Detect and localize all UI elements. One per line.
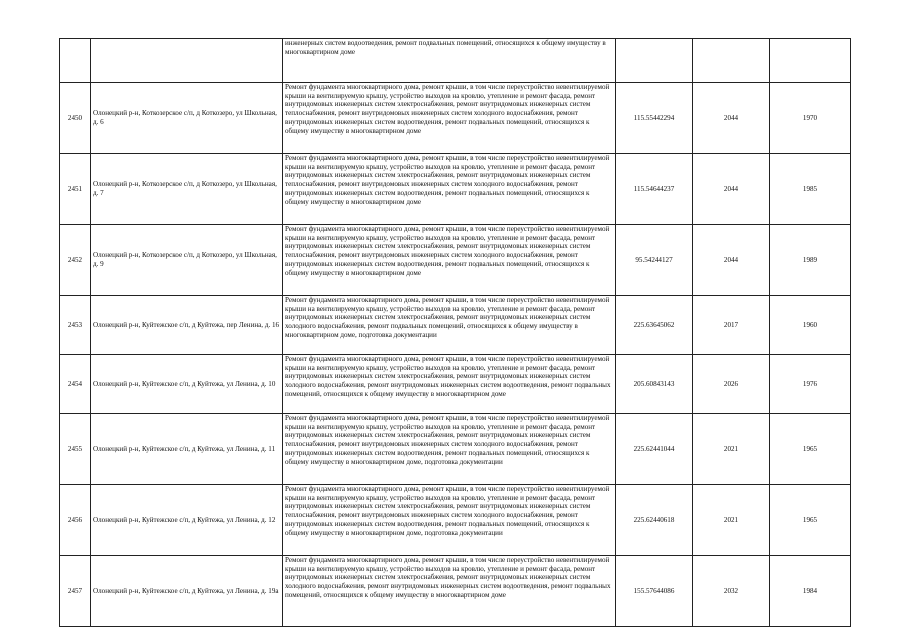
works-description-cell: Ремонт фундамента многоквартирного дома, ремонт крыши, в том числе переустройство невентилируемой крыши на вентилируемую крышу, устройство выходов на кровлю, утепление и ремонт фасада, ремонт внутридомовых инженерных систем электроснабжения, ремонт внутридомовых инженерных систем холодного водоснабжения, ремонт внутридомовых инженерных систем водоотведения, ремонт подвальных помещений, относящихся к общему имуществу в многоквартирном доме bbox=[283, 556, 616, 627]
address-cell: Олонецкий р-н, Куйтежское с/п, д Куйтежа, ул Ленина, д. 19а bbox=[91, 556, 283, 627]
planned-year-cell: 2044 bbox=[693, 225, 770, 296]
construction-year-cell: 1976 bbox=[770, 355, 851, 414]
construction-year-cell: 1960 bbox=[770, 296, 851, 355]
construction-year-cell bbox=[770, 39, 851, 83]
repair-program-table bbox=[59, 38, 851, 627]
planned-year-cell: 2044 bbox=[693, 83, 770, 154]
works-description-cell: Ремонт фундамента многоквартирного дома, ремонт крыши, в том числе переустройство невентилируемой крыши на вентилируемую крышу, устройство выходов на кровлю, утепление и ремонт фасада, ремонт внутридомовых инженерных систем электроснабжения, ремонт внутридомовых инженерных систем холодного водоснабжения, ремонт внутридомовых инженерных систем водоотведения, ремонт подвальных помещений, относящихся к общему имуществу в многоквартирном доме bbox=[283, 355, 616, 414]
address-cell: Олонецкий р-н, Коткозерское с/п, д Коткозеро, ул Школьная, д. 7 bbox=[91, 154, 283, 225]
address-cell: Олонецкий р-н, Куйтежское с/п, д Куйтежа, ул Ленина, д. 11 bbox=[91, 414, 283, 485]
construction-year-cell: 1989 bbox=[770, 225, 851, 296]
row-number: 2450 bbox=[60, 83, 91, 154]
table-row bbox=[60, 225, 851, 296]
address-cell: Олонецкий р-н, Куйтежское с/п, д Куйтежа, ул Ленина, д. 10 bbox=[91, 355, 283, 414]
table-row bbox=[60, 355, 851, 414]
table-row bbox=[60, 485, 851, 556]
row-number: 2454 bbox=[60, 355, 91, 414]
works-description-cell: Ремонт фундамента многоквартирного дома, ремонт крыши, в том числе переустройство невентилируемой крыши на вентилируемую крышу, устройство выходов на кровлю, утепление и ремонт фасада, ремонт внутридомовых инженерных систем электроснабжения, ремонт внутридомовых инженерных систем холодного водоснабжения, ремонт подвальных помещений, относящихся к общему имуществу в многоквартирном доме, подготовка документации bbox=[283, 296, 616, 355]
works-description-cell: Ремонт фундамента многоквартирного дома, ремонт крыши, в том числе переустройство невентилируемой крыши на вентилируемую крышу, устройство выходов на кровлю, утепление и ремонт фасада, ремонт внутридомовых инженерных систем электроснабжения, ремонт внутридомовых инженерных систем теплоснабжения, ремонт внутридомовых инженерных систем холодного водоснабжения, ремонт внутридомовых инженерных систем водоотведения, ремонт подвальных помещений, относящихся к общему имуществу в многоквартирном доме bbox=[283, 225, 616, 296]
planned-year-cell bbox=[693, 39, 770, 83]
cost-cell: 205.60843143 bbox=[616, 355, 693, 414]
row-number: 2452 bbox=[60, 225, 91, 296]
construction-year-cell: 1965 bbox=[770, 485, 851, 556]
construction-year-cell: 1984 bbox=[770, 556, 851, 627]
table-row bbox=[60, 414, 851, 485]
cost-cell bbox=[616, 39, 693, 83]
row-number bbox=[60, 39, 91, 83]
row-number: 2453 bbox=[60, 296, 91, 355]
table-row bbox=[60, 296, 851, 355]
construction-year-cell: 1985 bbox=[770, 154, 851, 225]
table-row bbox=[60, 83, 851, 154]
address-cell: Олонецкий р-н, Коткозерское с/п, д Коткозеро, ул Школьная, д. 6 bbox=[91, 83, 283, 154]
cost-cell: 225.63645062 bbox=[616, 296, 693, 355]
works-description-cell: Ремонт фундамента многоквартирного дома, ремонт крыши, в том числе переустройство невентилируемой крыши на вентилируемую крышу, устройство выходов на кровлю, утепление и ремонт фасада, ремонт внутридомовых инженерных систем электроснабжения, ремонт внутридомовых инженерных систем теплоснабжения, ремонт внутридомовых инженерных систем холодного водоснабжения, ремонт внутридомовых инженерных систем водоотведения, ремонт подвальных помещений, относящихся к общему имуществу в многоквартирном доме, подготовка документации bbox=[283, 485, 616, 556]
table-body bbox=[60, 39, 851, 627]
planned-year-cell: 2017 bbox=[693, 296, 770, 355]
row-number: 2451 bbox=[60, 154, 91, 225]
cost-cell: 115.55442294 bbox=[616, 83, 693, 154]
row-number: 2457 bbox=[60, 556, 91, 627]
construction-year-cell: 1970 bbox=[770, 83, 851, 154]
planned-year-cell: 2032 bbox=[693, 556, 770, 627]
address-cell bbox=[91, 39, 283, 83]
planned-year-cell: 2026 bbox=[693, 355, 770, 414]
table-row bbox=[60, 154, 851, 225]
address-cell: Олонецкий р-н, Куйтежское с/п, д Куйтежа, ул Ленина, д. 12 bbox=[91, 485, 283, 556]
construction-year-cell: 1965 bbox=[770, 414, 851, 485]
cost-cell: 115.54644237 bbox=[616, 154, 693, 225]
address-cell: Олонецкий р-н, Коткозерское с/п, д Коткозеро, ул Школьная, д. 9 bbox=[91, 225, 283, 296]
works-description-cell: инженерных систем водоотведения, ремонт подвальных помещений, относящихся к общему имуществу в многоквартирном доме bbox=[283, 39, 616, 83]
row-number: 2455 bbox=[60, 414, 91, 485]
table-row bbox=[60, 39, 851, 83]
cost-cell: 155.57644086 bbox=[616, 556, 693, 627]
table-row bbox=[60, 556, 851, 627]
address-cell: Олонецкий р-н, Куйтежское с/п, д Куйтежа, пер Ленина, д. 16 bbox=[91, 296, 283, 355]
planned-year-cell: 2044 bbox=[693, 154, 770, 225]
planned-year-cell: 2021 bbox=[693, 414, 770, 485]
planned-year-cell: 2021 bbox=[693, 485, 770, 556]
works-description-cell: Ремонт фундамента многоквартирного дома, ремонт крыши, в том числе переустройство невентилируемой крыши на вентилируемую крышу, устройство выходов на кровлю, утепление и ремонт фасада, ремонт внутридомовых инженерных систем электроснабжения, ремонт внутридомовых инженерных систем теплоснабжения, ремонт внутридомовых инженерных систем холодного водоснабжения, ремонт внутридомовых инженерных систем водоотведения, ремонт подвальных помещений, относящихся к общему имуществу в многоквартирном доме, подготовка документации bbox=[283, 414, 616, 485]
cost-cell: 225.62441044 bbox=[616, 414, 693, 485]
row-number: 2456 bbox=[60, 485, 91, 556]
cost-cell: 95.54244127 bbox=[616, 225, 693, 296]
works-description-cell: Ремонт фундамента многоквартирного дома, ремонт крыши, в том числе переустройство невентилируемой крыши на вентилируемую крышу, устройство выходов на кровлю, утепление и ремонт фасада, ремонт внутридомовых инженерных систем электроснабжения, ремонт внутридомовых инженерных систем теплоснабжения, ремонт внутридомовых инженерных систем холодного водоснабжения, ремонт внутридомовых инженерных систем водоотведения, ремонт подвальных помещений, относящихся к общему имуществу в многоквартирном доме bbox=[283, 83, 616, 154]
works-description-cell: Ремонт фундамента многоквартирного дома, ремонт крыши, в том числе переустройство невентилируемой крыши на вентилируемую крышу, устройство выходов на кровлю, утепление и ремонт фасада, ремонт внутридомовых инженерных систем электроснабжения, ремонт внутридомовых инженерных систем теплоснабжения, ремонт внутридомовых инженерных систем холодного водоснабжения, ремонт внутридомовых инженерных систем водоотведения, ремонт подвальных помещений, относящихся к общему имуществу в многоквартирном доме bbox=[283, 154, 616, 225]
cost-cell: 225.62440618 bbox=[616, 485, 693, 556]
